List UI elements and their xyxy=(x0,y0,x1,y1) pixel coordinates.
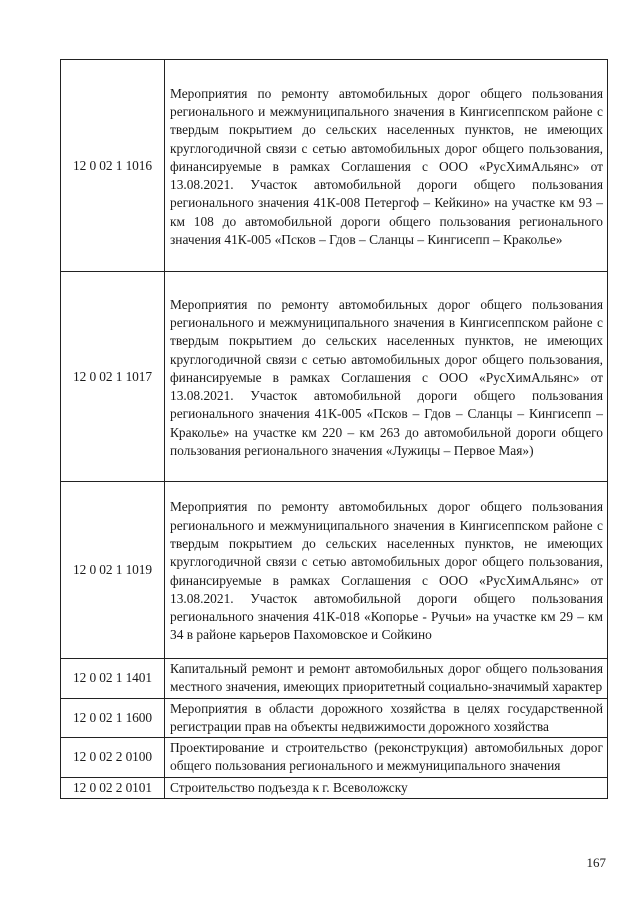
row-description: Мероприятия по ремонту автомобильных дорог общего пользования регионального и межмуниципального значения в Кингисеппском районе с твердым покрытием до сельских населенных пунктов, не имеющих круглогодичной связи с сетью автомобильных дорог общего пользования, финансируемые в рамках Соглашения с ООО «РусХимАльянс» от 13.08.2021. Участок автомобильной дороги общего пользования регионального значения 41К-018 «Копорье - Ручьи» на участке км 29 – км 34 в районе карьеров Пахомовское и Сойкино xyxy=(165,482,608,659)
row-code: 12 0 02 1 1600 xyxy=(61,698,165,738)
table-row xyxy=(61,698,608,738)
row-description: Капитальный ремонт и ремонт автомобильных дорог общего пользования местного значения, имеющих приоритетный социально-значимый характер xyxy=(165,659,608,699)
row-code: 12 0 02 1 1017 xyxy=(61,272,165,482)
row-description: Строительство подъезда к г. Всеволожску xyxy=(165,777,608,798)
row-code: 12 0 02 1 1016 xyxy=(61,60,165,272)
table-row xyxy=(61,272,608,482)
budget-classification-table xyxy=(60,59,608,799)
row-description: Мероприятия по ремонту автомобильных дорог общего пользования регионального и межмуниципального значения в Кингисеппском районе с твердым покрытием до сельских населенных пунктов, не имеющих круглогодичной связи с сетью автомобильных дорог общего пользования, финансируемые в рамках Соглашения с ООО «РусХимАльянс» от 13.08.2021. Участок автомобильной дороги общего пользования регионального значения 41К-005 «Псков – Гдов – Сланцы – Кингисепп – Краколье» на участке км 220 – км 263 до автомобильной дороги общего пользования регионального значения «Лужицы – Первое Мая») xyxy=(165,272,608,482)
page-number: 167 xyxy=(586,855,606,870)
row-code: 12 0 02 1 1019 xyxy=(61,482,165,659)
table-row xyxy=(61,659,608,699)
row-code: 12 0 02 2 0101 xyxy=(61,777,165,798)
row-code: 12 0 02 2 0100 xyxy=(61,738,165,778)
row-description: Мероприятия в области дорожного хозяйства в целях государственной регистрации прав на объекты недвижимости дорожного хозяйства xyxy=(165,698,608,738)
table-row xyxy=(61,60,608,272)
row-description: Проектирование и строительство (реконструкция) автомобильных дорог общего пользования регионального и межмуниципального значения xyxy=(165,738,608,778)
table-row xyxy=(61,482,608,659)
row-code: 12 0 02 1 1401 xyxy=(61,659,165,699)
table-row xyxy=(61,777,608,798)
row-description: Мероприятия по ремонту автомобильных дорог общего пользования регионального и межмуниципального значения в Кингисеппском районе с твердым покрытием до сельских населенных пунктов, не имеющих круглогодичной связи с сетью автомобильных дорог общего пользования, финансируемые в рамках Соглашения с ООО «РусХимАльянс» от 13.08.2021. Участок автомобильной дороги общего пользования регионального значения 41К-008 Петергоф – Кейкино» на участке км 93 – км 108 до автомобильной дороги общего пользования регионального значения 41К-005 «Псков – Гдов – Сланцы – Кингисепп – Краколье» xyxy=(165,60,608,272)
table-row xyxy=(61,738,608,778)
